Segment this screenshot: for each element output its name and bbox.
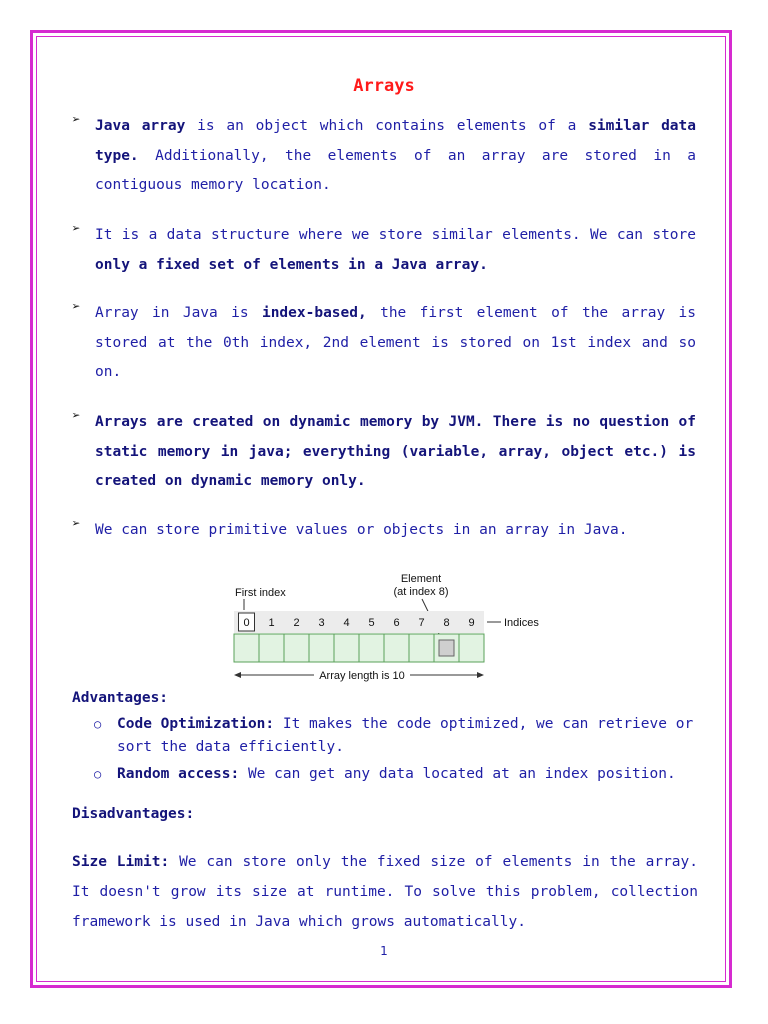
page-number: 1: [380, 944, 388, 958]
array-cell: [459, 634, 484, 662]
bullet-2: [72, 221, 696, 280]
bullet-3: [72, 299, 696, 388]
bullet-text: We can store primitive values or objects in an array in Java.: [95, 522, 628, 538]
disadvantages-heading: Disadvantages:: [72, 806, 195, 822]
arrow-left-icon: [234, 672, 241, 678]
bullet-5: [72, 516, 696, 546]
index-label: 3: [318, 617, 325, 629]
arrow-bullet-icon: ➢: [72, 299, 81, 315]
arrow-bullet-icon: ➢: [72, 112, 81, 128]
advantage-item-2: [94, 763, 698, 786]
page-title: Arrays: [353, 76, 415, 96]
advantage-item-1: [94, 713, 698, 759]
size-limit-text: We can store only the fixed size of elements in the array. It doesn't grow its size at runtime. To solve this problem, collection framework is used in Java which grows automatically.: [72, 854, 699, 930]
arrow-right-icon: [477, 672, 484, 678]
array-diagram: [226, 568, 546, 686]
bullet-text: Array in Java is index-based, the first element of the array is stored at the 0th index, 2nd element is stored on 1st index and so on.: [95, 305, 697, 380]
advantage-text: Code Optimization: It makes the code optimized, we can retrieve or sort the data efficiently.: [117, 716, 694, 755]
size-limit-term: Size Limit:: [72, 854, 170, 870]
array-cell: [259, 634, 284, 662]
array-cell: [384, 634, 409, 662]
index-label: 6: [393, 617, 400, 629]
array-cells: [234, 634, 484, 662]
index-label: 1: [268, 617, 275, 629]
indices-label: Indices: [504, 617, 539, 629]
arrow-bullet-icon: ➢: [72, 408, 81, 424]
arrow-bullet-icon: ➢: [72, 221, 81, 237]
arrow-bullet-icon: ➢: [72, 516, 81, 532]
array-length-label: Array length is 10: [319, 670, 405, 682]
index-label: 0: [243, 617, 250, 629]
bullet-1: [72, 112, 696, 201]
bullet-4: [72, 408, 696, 497]
bullet-text: It is a data structure where we store similar elements. We can store only a fixed set of elements in a Java array.: [95, 227, 696, 273]
advantage-text: Random access: We can get any data located at an index position.: [117, 766, 676, 782]
array-cell: [334, 634, 359, 662]
array-element: [439, 640, 454, 656]
index-label: 2: [293, 617, 300, 629]
bullet-text: Arrays are created on dynamic memory by JVM. There is no question of static memory in java; everything (variable, array, object etc.) is created on dynamic memory only.: [95, 414, 696, 489]
element-index-label: (at index 8): [393, 586, 449, 598]
index-label: 9: [468, 617, 475, 629]
circle-bullet-icon: ○: [94, 767, 102, 781]
circle-bullet-icon: ○: [94, 717, 102, 731]
bullet-text: Java array is an object which contains elements of a similar data type. Additionally, the elements of an array are stored in a contiguous memory location.: [95, 118, 696, 193]
array-cell: [234, 634, 259, 662]
index-label: 4: [343, 617, 350, 629]
array-cell: [359, 634, 384, 662]
array-cell: [409, 634, 434, 662]
size-limit-paragraph: [72, 847, 698, 937]
index-label: 5: [368, 617, 375, 629]
element-label: Element: [400, 573, 442, 585]
array-cell: [309, 634, 334, 662]
advantages-heading: Advantages:: [72, 690, 169, 706]
index-label: 7: [418, 617, 425, 629]
index-label: 8: [443, 617, 450, 629]
array-cell: [284, 634, 309, 662]
first-index-label: First index: [235, 587, 286, 599]
